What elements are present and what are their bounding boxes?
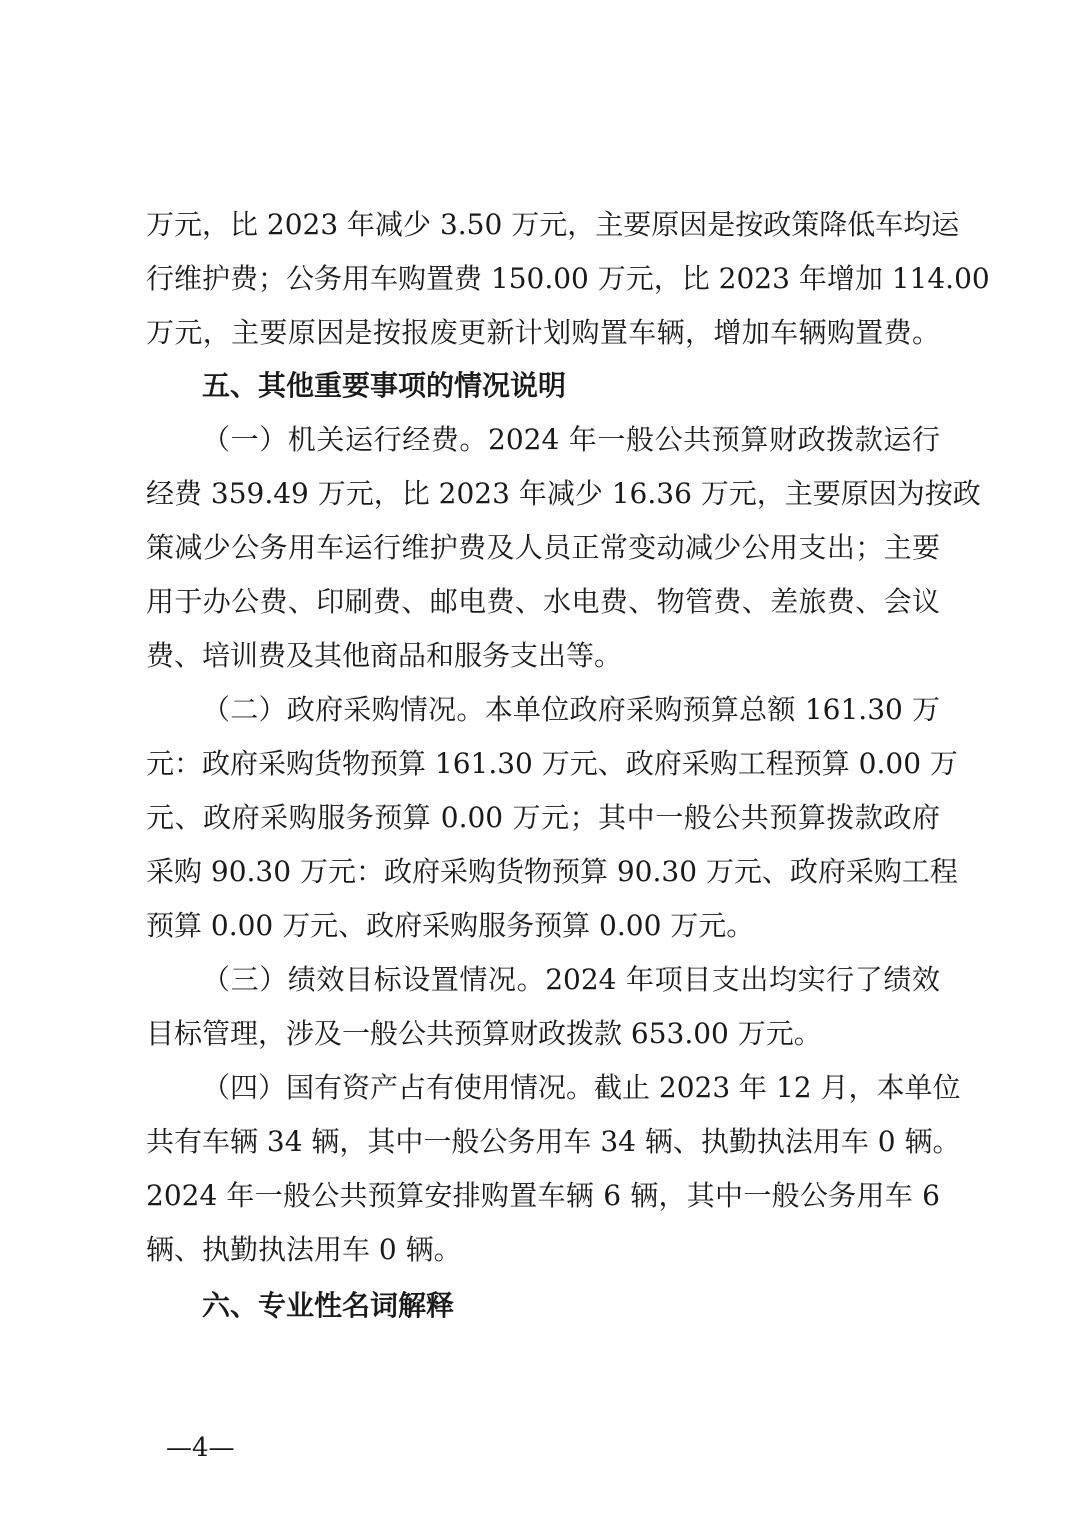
page-number: —4— <box>166 1433 235 1463</box>
body-text-line: 万元，比 2023 年减少 3.50 万元，主要原因是按政策降低车均运 <box>146 208 960 241</box>
paragraph-procurement-line: （二）政府采购情况。本单位政府采购预算总额 161.30 万 <box>202 693 940 726</box>
body-text-line: 辆、执勤执法用车 0 辆。 <box>146 1233 462 1266</box>
body-text-line: 行维护费；公务用车购置费 150.00 万元，比 2023 年增加 114.00 <box>146 262 990 295</box>
section-heading-other-matters: 五、其他重要事项的情况说明 <box>202 369 567 402</box>
paragraph-state-assets-line: （四）国有资产占有使用情况。截止 2023 年 12 月，本单位 <box>202 1071 961 1104</box>
body-text-line: 费、培训费及其他商品和服务支出等。 <box>146 639 623 672</box>
body-text-line: 经费 359.49 万元，比 2023 年减少 16.36 万元，主要原因为按政 <box>146 477 981 510</box>
body-text-line: 元：政府采购货物预算 161.30 万元、政府采购工程预算 0.00 万 <box>146 747 958 780</box>
section-heading-terminology: 六、专业性名词解释 <box>202 1289 455 1322</box>
body-text-line: 采购 90.30 万元：政府采购货物预算 90.30 万元、政府采购工程 <box>146 855 958 888</box>
body-text-line: 用于办公费、印刷费、邮电费、水电费、物管费、差旅费、会议 <box>146 585 940 618</box>
body-text-line: 共有车辆 34 辆，其中一般公务用车 34 辆、执勤执法用车 0 辆。 <box>146 1125 961 1158</box>
paragraph-operating-expenses-line: （一）机关运行经费。2024 年一般公共预算财政拨款运行 <box>202 423 940 456</box>
body-text-line: 预算 0.00 万元、政府采购服务预算 0.00 万元。 <box>146 909 755 942</box>
body-text-line: 元、政府采购服务预算 0.00 万元；其中一般公共预算拨款政府 <box>146 801 940 834</box>
body-text-line: 2024 年一般公共预算安排购置车辆 6 辆，其中一般公务用车 6 <box>146 1179 940 1212</box>
body-text-line: 目标管理，涉及一般公共预算财政拨款 653.00 万元。 <box>146 1017 822 1050</box>
paragraph-performance-goals-line: （三）绩效目标设置情况。2024 年项目支出均实行了绩效 <box>202 963 940 996</box>
body-text-line: 策减少公务用车运行维护费及人员正常变动减少公用支出；主要 <box>146 531 940 564</box>
body-text-line: 万元，主要原因是按报废更新计划购置车辆，增加车辆购置费。 <box>146 316 940 349</box>
